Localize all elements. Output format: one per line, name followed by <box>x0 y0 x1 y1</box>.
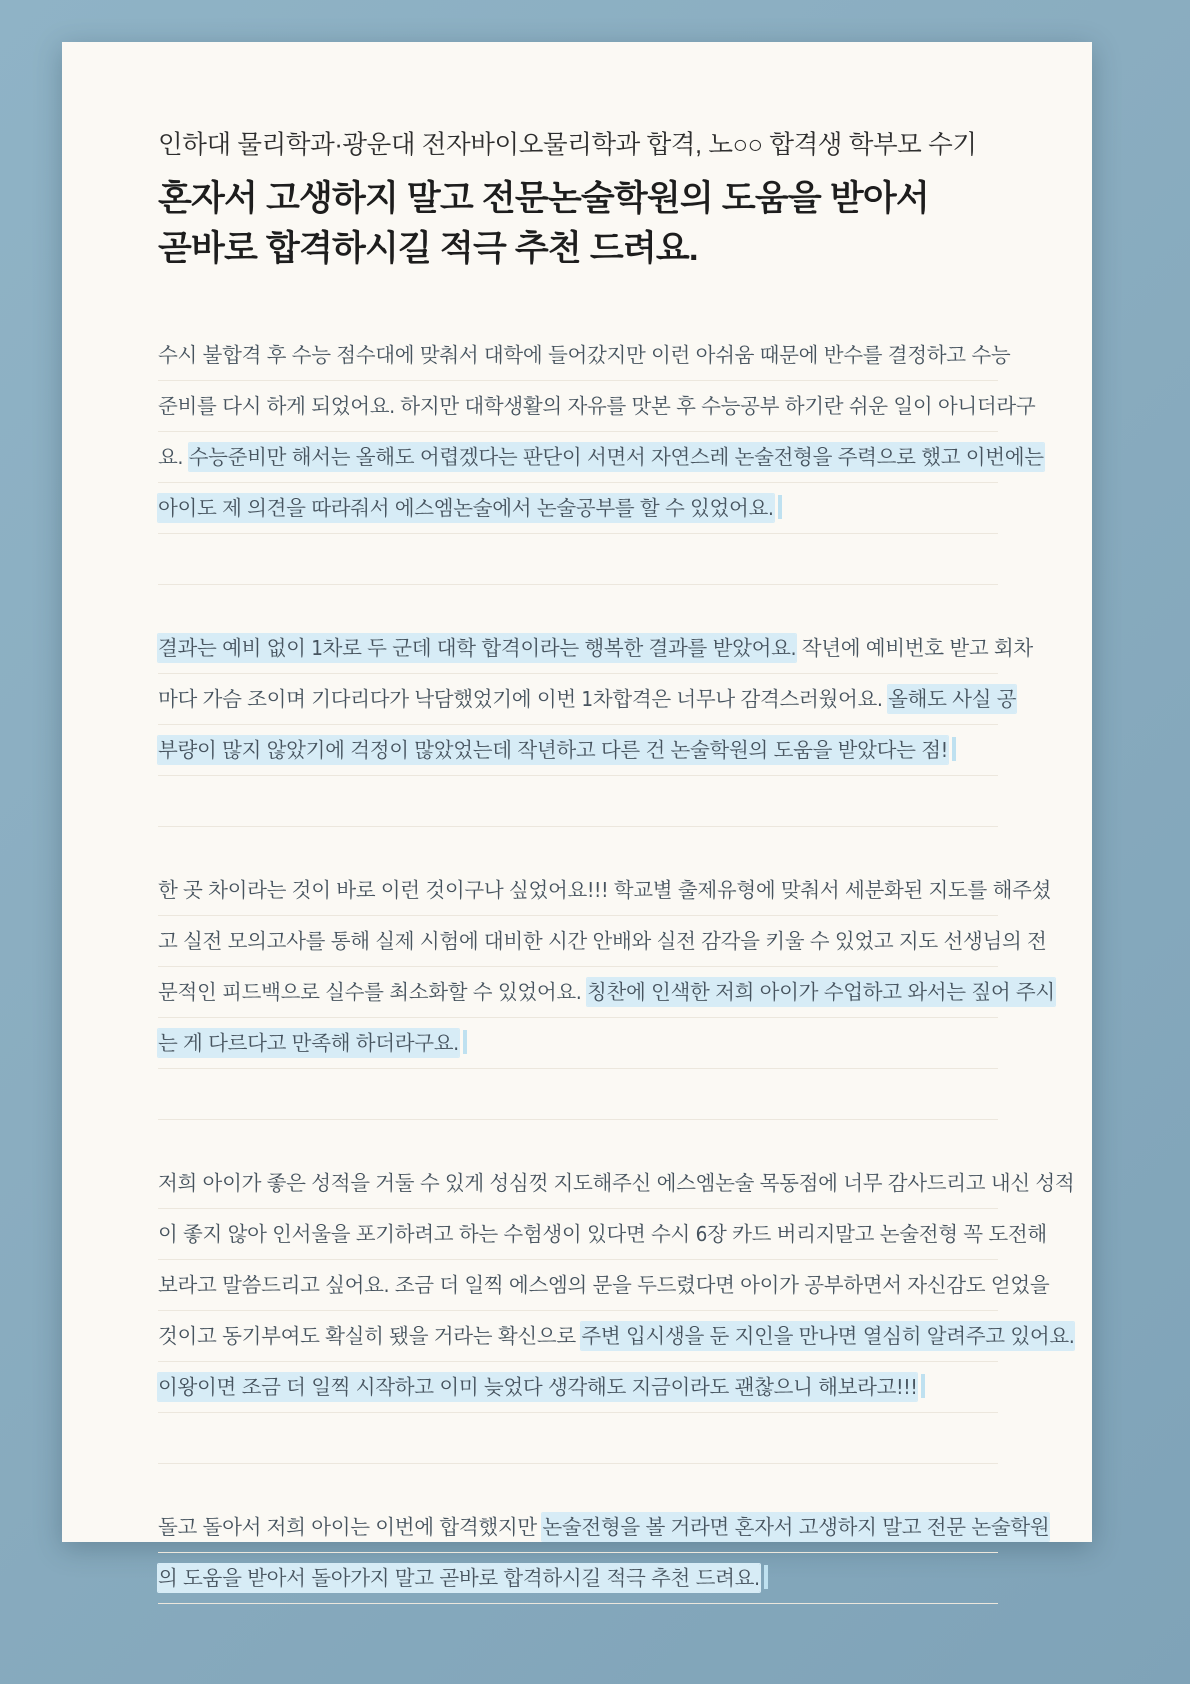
highlight-end-marker-icon <box>952 737 956 761</box>
text-line <box>158 1209 1047 1260</box>
plain-text: 준비를 다시 하게 되었어요. 하지만 대학생활의 자유를 맛본 후 수능공부 하기란 쉬운 일이 아니더라구 <box>158 393 1036 418</box>
article-body <box>158 330 1075 1604</box>
text-line <box>158 1260 1050 1311</box>
highlighted-text: 주변 입시생을 둔 지인을 만나면 열심히 알려주고 있어요. <box>581 1323 1075 1348</box>
article-headline <box>158 174 998 273</box>
highlighted-text: 부량이 많지 않았기에 걱정이 많았었는데 작년하고 다른 건 논술학원의 도움을 받았다는 점! <box>158 737 948 762</box>
paragraph <box>158 623 1033 827</box>
plain-text: 수시 불합격 후 수능 점수대에 맞춰서 대학에 들어갔지만 이런 아쉬움 때문에 반수를 결정하고 수능 <box>158 342 1011 367</box>
document-paper <box>62 42 1092 1590</box>
plain-text: 돌고 돌아서 저희 아이는 이번에 합격했지만 <box>158 1514 543 1539</box>
highlighted-text: 의 도움을 받아서 돌아가지 말고 곧바로 합격하시길 적극 추천 드려요. <box>158 1565 760 1590</box>
highlighted-text: 결과는 예비 없이 1차로 두 군데 대학 합격이라는 행복한 결과를 받았어요. <box>158 635 797 660</box>
highlighted-text: 이왕이면 조금 더 일찍 시작하고 이미 늦었다 생각해도 지금이라도 괜찮으니 해보라고!!! <box>158 1374 918 1399</box>
plain-text: 문적인 피드백으로 실수를 최소화할 수 있었어요. <box>158 979 587 1004</box>
highlighted-text: 칭찬에 인색한 저희 아이가 수업하고 와서는 짚어 주시 <box>586 979 1055 1004</box>
highlight-end-marker-icon <box>463 1030 467 1054</box>
text-line <box>158 967 1055 1018</box>
highlight-end-marker-icon <box>764 1565 768 1589</box>
plain-text: 이 좋지 않아 인서울을 포기하려고 하는 수험생이 있다면 수시 6장 카드 버리지말고 논술전형 꼭 도전해 <box>158 1221 1047 1246</box>
plain-text: 한 곳 차이라는 것이 바로 이런 것이구나 싶었어요!!! 학교별 출제유형에 맞춰서 세분화된 지도를 해주셨 <box>158 877 1052 902</box>
text-line <box>158 330 1011 381</box>
plain-text: 요. <box>158 444 189 469</box>
highlight-end-marker-icon <box>778 495 782 519</box>
headline-line-2: 곧바로 합격하시길 적극 추천 드려요. <box>158 229 698 269</box>
blank-ruled-line <box>158 1069 998 1120</box>
highlighted-text: 아이도 제 의견을 따라줘서 에스엠논술에서 논술공부를 할 수 있었어요. <box>158 495 774 520</box>
text-line <box>158 1311 1075 1362</box>
paragraph <box>158 1158 1075 1464</box>
text-line <box>158 381 1036 432</box>
text-line <box>158 1553 998 1604</box>
paragraph <box>158 865 1055 1120</box>
highlighted-text: 논술전형을 볼 거라면 혼자서 고생하지 말고 전문 논술학원 <box>542 1514 1050 1539</box>
text-line <box>158 725 998 776</box>
highlight-end-marker-icon <box>921 1374 925 1398</box>
plain-text: 보라고 말씀드리고 싶어요. 조금 더 일찍 에스엠의 문을 두드렸다면 아이가 공부하면서 자신감도 얻었을 <box>158 1272 1050 1297</box>
text-line <box>158 1018 998 1069</box>
text-line <box>158 1362 998 1413</box>
text-line <box>158 432 1044 483</box>
plain-text: 고 실전 모의고사를 통해 실제 시험에 대비한 시간 안배와 실전 감각을 키울 수 있었고 지도 선생님의 전 <box>158 928 1047 953</box>
text-line <box>158 674 1017 725</box>
plain-text: 마다 가슴 조이며 기다리다가 낙담했었기에 이번 1차합격은 너무나 감격스러웠어요. <box>158 686 889 711</box>
text-line <box>158 916 1047 967</box>
plain-text: 것이고 동기부여도 확실히 됐을 거라는 확신으로 <box>158 1323 582 1348</box>
text-line <box>158 483 998 534</box>
plain-text: 저희 아이가 좋은 성적을 거둘 수 있게 성심껏 지도해주신 에스엠논술 목동점에 너무 감사드리고 내신 성적 <box>158 1170 1075 1195</box>
text-line <box>158 1158 1075 1209</box>
text-line <box>158 865 1052 916</box>
headline-line-1: 혼자서 고생하지 말고 전문논술학원의 도움을 받아서 <box>158 179 929 219</box>
text-line <box>158 623 1033 674</box>
highlighted-text: 는 게 다르다고 만족해 하더라구요. <box>158 1030 459 1055</box>
paragraph <box>158 330 1044 585</box>
plain-text: 작년에 예비번호 받고 회차 <box>796 635 1033 660</box>
blank-ruled-line <box>158 776 998 827</box>
highlighted-text: 수능준비만 해서는 올해도 어렵겠다는 판단이 서면서 자연스레 논술전형을 주력으로 했고 이번에는 <box>188 444 1044 469</box>
text-line <box>158 1502 1050 1553</box>
article-kicker: 인하대 물리학과·광운대 전자바이오물리학과 합격, 노○○ 합격생 학부모 수기 <box>158 131 977 159</box>
paragraph <box>158 1502 1050 1604</box>
blank-ruled-line <box>158 1413 998 1464</box>
blank-ruled-line <box>158 534 998 585</box>
highlighted-text: 올해도 사실 공 <box>888 686 1017 711</box>
document-content <box>158 128 1075 1604</box>
